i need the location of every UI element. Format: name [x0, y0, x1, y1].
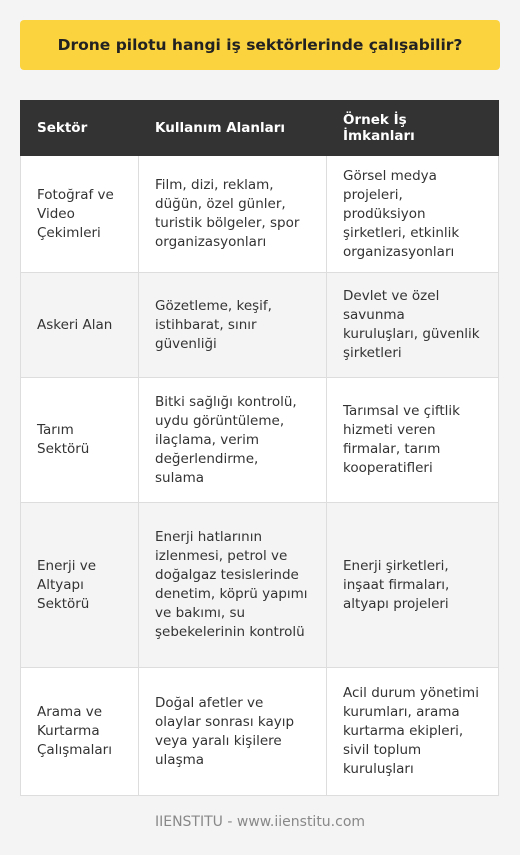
cell-usage-areas: Doğal afetler ve olaylar sonrası kayıp veya yaralı kişilere ulaşma: [139, 668, 327, 796]
cell-sector: Fotoğraf ve Video Çekimleri: [21, 156, 139, 273]
cell-sector: Askeri Alan: [21, 273, 139, 378]
footer-credit: IIENSTITU - www.iienstitu.com: [154, 814, 366, 830]
cell-sector: Enerji ve Altyapı Sektörü: [21, 503, 139, 668]
table-header-row: [21, 101, 499, 156]
cell-job-opportunities: Görsel medya projeleri, prodüksiyon şirketleri, etkinlik organizasyonları: [327, 156, 499, 273]
table-row: [21, 156, 499, 273]
cell-usage-areas: Bitki sağlığı kontrolü, uydu görüntüleme, ilaçlama, verim değerlendirme, sulama: [139, 378, 327, 503]
cell-job-opportunities: Enerji şirketleri, inşaat firmaları, altyapı projeleri: [327, 503, 499, 668]
header-job-opportunities: Örnek İş İmkanları: [327, 101, 499, 156]
table-row: [21, 378, 499, 503]
table-row: [21, 503, 499, 668]
cell-sector: Tarım Sektörü: [21, 378, 139, 503]
cell-usage-areas: Enerji hatlarının izlenmesi, petrol ve doğalgaz tesislerinde denetim, köprü yapımı ve bakımı, su şebekelerinin kontrolü: [139, 503, 327, 668]
table-row: [21, 273, 499, 378]
cell-job-opportunities: Devlet ve özel savunma kuruluşları, güvenlik şirketleri: [327, 273, 499, 378]
page-title: Drone pilotu hangi iş sektörlerinde çalışabilir?: [57, 36, 463, 54]
header-sector: Sektör: [21, 101, 139, 156]
cell-job-opportunities: Acil durum yönetimi kurumları, arama kurtarma ekipleri, sivil toplum kuruluşları: [327, 668, 499, 796]
title-banner: [20, 20, 500, 70]
sector-table: [20, 100, 499, 796]
cell-usage-areas: Film, dizi, reklam, düğün, özel günler, turistik bölgeler, spor organizasyonları: [139, 156, 327, 273]
cell-job-opportunities: Tarımsal ve çiftlik hizmeti veren firmalar, tarım kooperatifleri: [327, 378, 499, 503]
header-usage-areas: Kullanım Alanları: [139, 101, 327, 156]
table-row: [21, 668, 499, 796]
cell-sector: Arama ve Kurtarma Çalışmaları: [21, 668, 139, 796]
cell-usage-areas: Gözetleme, keşif, istihbarat, sınır güvenliği: [139, 273, 327, 378]
